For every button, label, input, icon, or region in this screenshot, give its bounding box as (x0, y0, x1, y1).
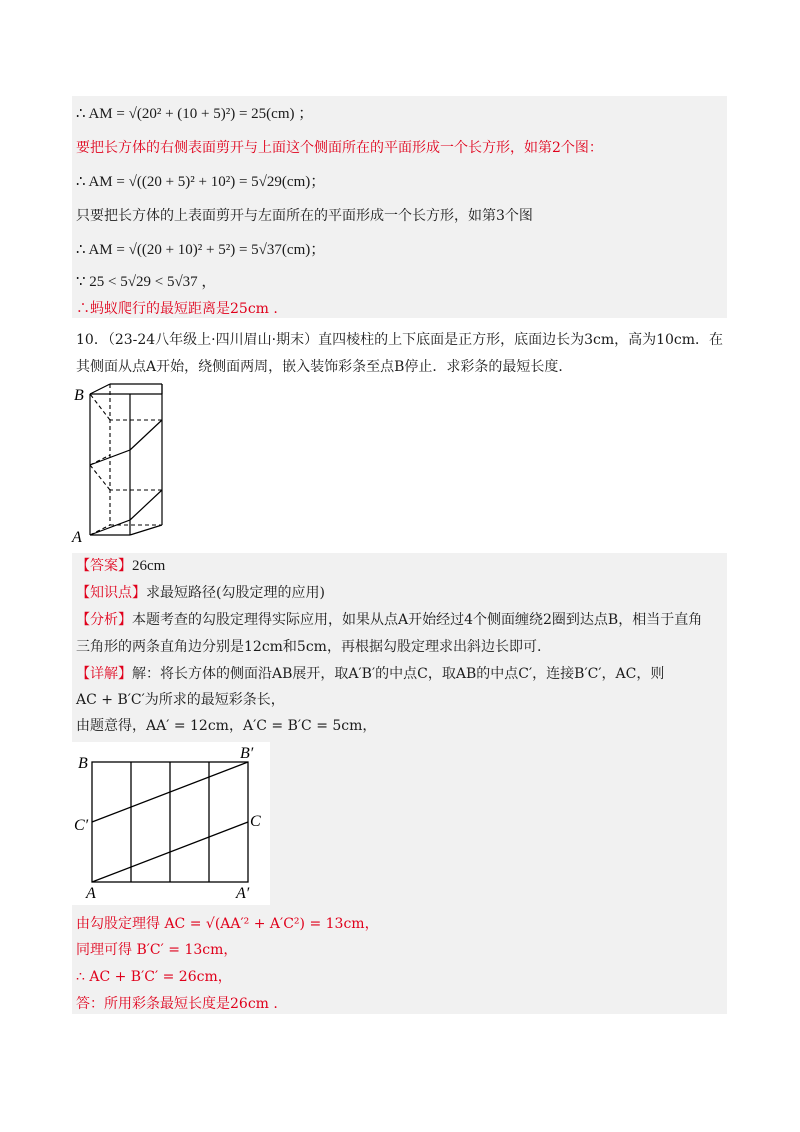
net-label-A: A (86, 885, 96, 902)
prism-figure (70, 380, 170, 545)
solution-line-4: 只要把长方体的上表面剪开与左面所在的平面形成一个长方形，如第3个图 (76, 208, 533, 224)
solution-line-1: ∴ AM = √(20² + (10 + 5)²) = 25(cm) ； (76, 106, 314, 122)
answer-line (76, 556, 165, 576)
knowledge-tag: 【知识点】 (76, 585, 146, 601)
net-label-B-prime: B′ (240, 745, 254, 762)
problem-line-1: 10．（23-24八年级上·四川眉山·期末）直四棱柱的上下底面是正方形，底面边长为3cm，高为10cm．在 (76, 332, 724, 348)
unfolded-net-figure (72, 742, 270, 905)
conclusion-line-1: 由勾股定理得 AC = √(AA′² + A′C²) = 13cm， (76, 916, 379, 932)
final-answer: 答：所用彩条最短长度是26cm . (76, 996, 278, 1012)
solution-line-2: 要把长方体的右侧表面剪开与上面这个侧面所在的平面形成一个长方形，如第2个图： (76, 140, 603, 156)
detail-line-3: 由题意得，AA′ = 12cm，A′C = B′C = 5cm， (76, 718, 377, 734)
solution-line-6: ∵ 25 < 5√29 < 5√37 ， (76, 274, 217, 290)
conclusion-line-2: 同理可得 B′C′ = 13cm， (76, 942, 238, 958)
analysis-tag: 【分析】 (76, 612, 132, 628)
knowledge-line (76, 583, 325, 603)
detail-tag: 【详解】 (76, 666, 132, 682)
net-label-C: C (250, 813, 261, 830)
detail-text-1: 解：将长方体的侧面沿AB展开，取A′B′的中点C，取AB的中点C′，连接B′C′，AC，则 (132, 666, 665, 682)
solution-line-3: ∴ AM = √((20 + 5)² + 10²) = 5√29(cm)； (76, 174, 326, 190)
net-label-A-prime: A′ (236, 885, 250, 902)
detail-line-2: AC + B′C′为所求的最短彩条长， (76, 692, 285, 708)
solution-conclusion: ∴蚂蚁爬行的最短距离是25cm . (76, 301, 278, 317)
detail-line-1 (76, 664, 664, 684)
analysis-line-1 (76, 610, 702, 630)
net-label-B: B (78, 755, 88, 772)
problem-line-2: 其侧面从点A开始，绕侧面两周，嵌入装饰彩条至点B停止．求彩条的最短长度． (76, 359, 573, 375)
knowledge-value: 求最短路径(勾股定理的应用) (146, 585, 325, 601)
prism-label-A: A (72, 529, 82, 545)
answer-value: 26cm (132, 558, 166, 574)
answer-tag: 【答案】 (76, 558, 132, 574)
analysis-line-2: 三角形的两条直角边分别是12cm和5cm，再根据勾股定理求出斜边长即可. (76, 639, 542, 655)
prism-label-B: B (74, 387, 84, 404)
analysis-text-1: 本题考查的勾股定理得实际应用，如果从点A开始经过4个侧面缠绕2圈到达点B，相当于直角 (132, 612, 703, 628)
net-label-C-prime: C′ (74, 817, 89, 834)
conclusion-line-3: ∴ AC + B′C′ = 26cm， (76, 969, 232, 985)
solution-line-5: ∴ AM = √((20 + 10)² + 5²) = 5√37(cm)； (76, 242, 326, 258)
